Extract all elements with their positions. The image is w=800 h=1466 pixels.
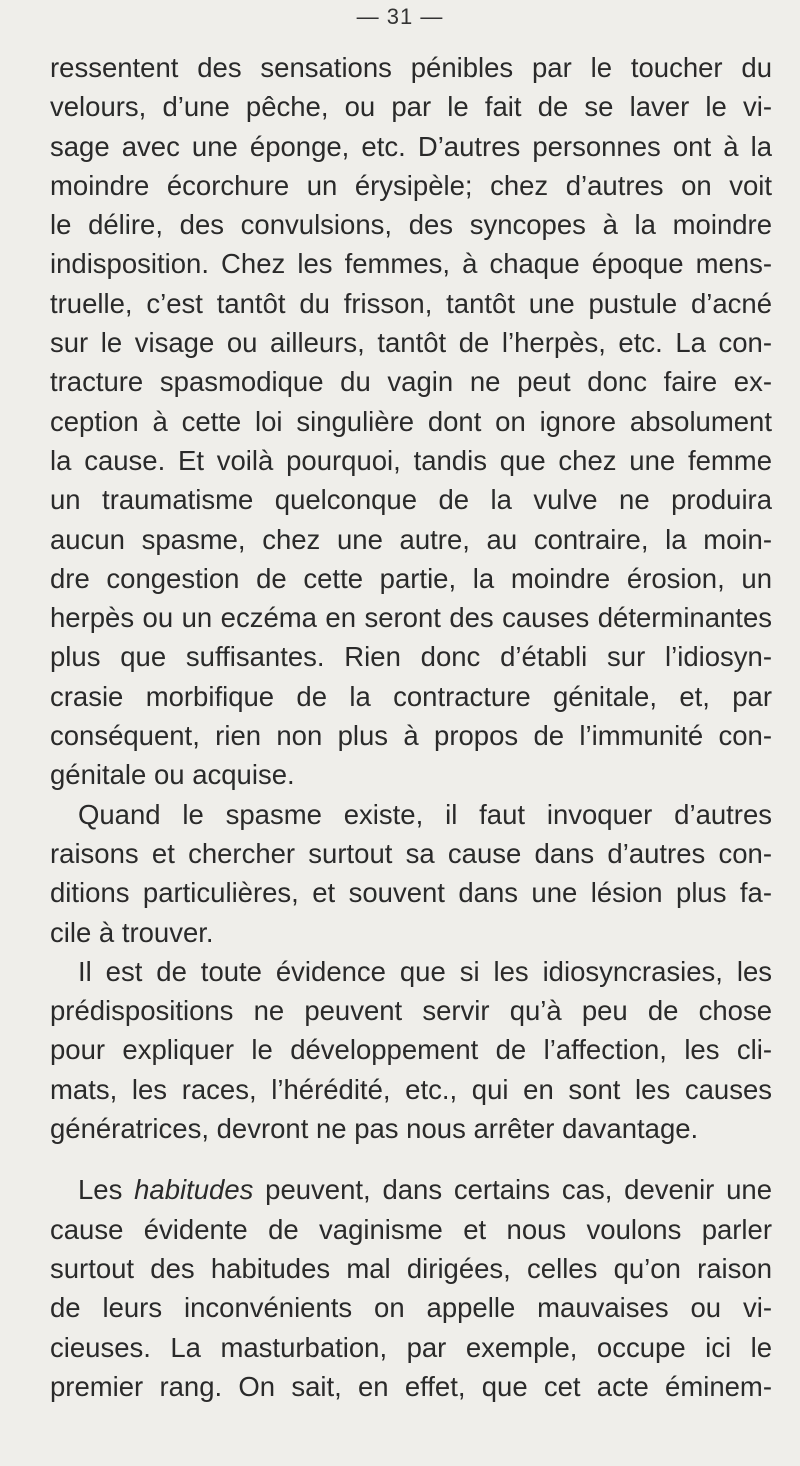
text-line: la cause. Et voilà pourquoi, tandis que chez une femme — [50, 444, 772, 476]
text-line: herpès ou un eczéma en seront des causes déterminantes — [50, 602, 772, 634]
text-line: de leurs inconvénients on appelle mauvaises ou vi- — [50, 1292, 772, 1324]
text-line: cile à trouver. — [50, 916, 214, 948]
page-number: — 31 — — [356, 4, 444, 29]
text-line: génitale ou acquise. — [50, 759, 295, 791]
paragraph — [50, 48, 772, 795]
paragraph — [50, 952, 772, 1148]
text-line: moindre écorchure un érysipèle; chez d’autres on voit — [50, 169, 772, 201]
text-line: indisposition. Chez les femmes, à chaque époque mens- — [50, 248, 772, 280]
text-line: conséquent, rien non plus à propos de l’immunité con- — [50, 720, 772, 752]
text-line: un traumatisme quelconque de la vulve ne produira — [50, 484, 772, 516]
paragraph-gap — [50, 1148, 772, 1170]
text-line: le délire, des convulsions, des syncopes à la moindre — [50, 209, 772, 241]
text-line: prédispositions ne peuvent servir qu’à peu de chose — [50, 995, 772, 1027]
text-line: raisons et chercher surtout sa cause dans d’autres con- — [50, 837, 772, 869]
body-text — [50, 48, 772, 1406]
text-line: cause évidente de vaginisme et nous voulons parler — [50, 1213, 772, 1245]
text-line: Les habitudes peuvent, dans certains cas, devenir une — [78, 1174, 772, 1206]
emphasized-word: habitudes — [134, 1174, 254, 1206]
text-line: cieuses. La masturbation, par exemple, occupe ici le — [50, 1331, 772, 1363]
text-line: ressentent des sensations pénibles par le toucher du — [50, 52, 772, 83]
paragraph — [50, 795, 772, 952]
text-line: génératrices, devront ne pas nous arrêter davantage. — [50, 1113, 699, 1145]
text-line: sur le visage ou ailleurs, tantôt de l’herpès, etc. La con- — [50, 327, 772, 359]
text-line: aucun spasme, chez une autre, au contraire, la moin- — [50, 523, 772, 555]
text-line: pour expliquer le développement de l’affection, les cli- — [50, 1034, 772, 1066]
paragraph — [50, 1170, 772, 1406]
text-line: velours, d’une pêche, ou par le fait de se laver le vi- — [50, 91, 772, 123]
text-line: sage avec une éponge, etc. D’autres personnes ont à la — [50, 130, 772, 162]
text-line: dre congestion de cette partie, la moindre érosion, un — [50, 562, 772, 594]
text-line: crasie morbifique de la contracture génitale, et, par — [50, 680, 772, 712]
text-line: Quand le spasme existe, il faut invoquer d’autres — [78, 798, 772, 830]
text-line: surtout des habitudes mal dirigées, celles qu’on raison — [50, 1252, 772, 1284]
text-line: Il est de toute évidence que si les idiosyncrasies, les — [78, 955, 772, 987]
text-line: premier rang. On sait, en effet, que cet acte éminem- — [50, 1370, 772, 1402]
text-line: truelle, c’est tantôt du frisson, tantôt une pustule d’acné — [50, 287, 772, 319]
text-line: ception à cette loi singulière dont on ignore absolument — [50, 405, 772, 437]
text-line: ditions particulières, et souvent dans une lésion plus fa- — [50, 877, 772, 909]
text-line: tracture spasmodique du vagin ne peut donc faire ex- — [50, 366, 772, 398]
text-line: mats, les races, l’hérédité, etc., qui en sont les causes — [50, 1073, 772, 1105]
text-line: plus que suffisantes. Rien donc d’établi sur l’idiosyn- — [50, 641, 772, 673]
